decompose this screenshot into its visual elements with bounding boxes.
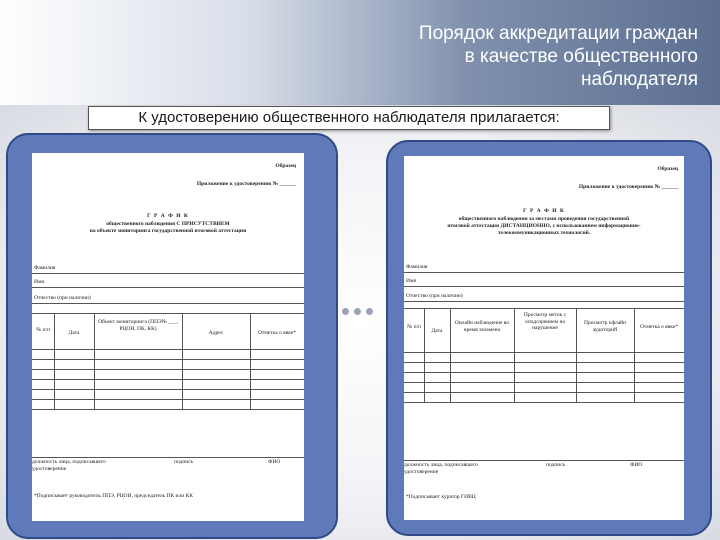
right-table-top — [404, 308, 684, 309]
left-table-row-line — [32, 379, 304, 380]
left-table-row-line — [32, 399, 304, 400]
right-form-sheet — [404, 156, 684, 520]
right-name-label: Имя — [406, 278, 416, 284]
left-col-address: Адрес — [208, 330, 224, 336]
left-col-date: Дата — [68, 330, 80, 336]
slide-title — [318, 22, 698, 91]
right-surname-line — [404, 272, 684, 273]
right-footnote: *Подписывает куратор ГИВЦ — [406, 494, 476, 500]
right-heading: Г Р А Ф И К — [523, 208, 565, 214]
right-col-offline: Просмотр офлайн аудиторий — [583, 320, 627, 333]
right-form-panel — [386, 140, 712, 536]
left-surname-line — [32, 273, 304, 274]
left-name-label: Имя — [34, 279, 44, 285]
connector-dots — [340, 306, 386, 318]
left-table-top — [32, 313, 304, 314]
connector-dot — [354, 308, 361, 315]
right-desc-2: итоговой аттестации ДИСТАНЦИОННО, с использованием информационно- — [447, 223, 641, 229]
left-col-object: Объект мониторинга (ППЭ№ ___, РЦОИ, ПК, КК) — [98, 319, 178, 332]
right-name-line — [404, 286, 684, 287]
right-surname-label: Фамилия — [406, 264, 428, 270]
connector-dot — [342, 308, 349, 315]
left-desc-1: общественного наблюдения С ПРИСУТСТВИЕМ — [106, 221, 230, 227]
left-table-row-line — [32, 409, 304, 410]
left-form-panel — [6, 133, 338, 539]
left-table-col-line — [250, 313, 251, 409]
left-col-attendance: Отметка о явке* — [257, 330, 297, 336]
right-table-header-bottom — [404, 352, 684, 353]
left-patronymic-line — [32, 303, 304, 304]
right-sign-signature: подпись — [546, 462, 566, 468]
left-table-row-line — [32, 389, 304, 390]
left-table-row-line — [32, 359, 304, 360]
right-table-col-line — [514, 308, 515, 402]
right-col-online: Онлайн наблюдение во время экзамена — [454, 320, 510, 333]
title-line-1: Порядок аккредитации граждан — [418, 23, 698, 44]
left-table-col-line — [94, 313, 95, 409]
left-sign-name: ФИО — [268, 459, 281, 465]
left-patronymic-label: Отчество (при наличии) — [34, 295, 91, 301]
left-sign-position: должность лица, подписавшего удостоверение — [32, 459, 106, 472]
left-table-row-line — [32, 369, 304, 370]
right-table-row-line — [404, 382, 684, 383]
right-table-row-line — [404, 402, 684, 403]
right-table-col-line — [424, 308, 425, 402]
right-col-attendance: Отметка о явке* — [639, 324, 679, 330]
right-col-date: Дата — [431, 328, 443, 334]
left-table-col-line — [54, 313, 55, 409]
left-heading: Г Р А Ф И К — [147, 213, 189, 219]
connector-dot — [366, 308, 373, 315]
right-table-row-line — [404, 362, 684, 363]
right-desc-3: телекоммуникационных технологий. — [497, 230, 591, 236]
right-sign-name: ФИО — [630, 462, 643, 468]
right-table-col-line — [634, 308, 635, 402]
right-patronymic-line — [404, 301, 684, 302]
left-appendix-label: Приложение к удостоверению № ______ — [196, 181, 296, 187]
right-col-number: № п/п — [407, 324, 422, 330]
right-table-col-line — [576, 308, 577, 402]
left-name-line — [32, 287, 304, 288]
left-form-sheet — [32, 153, 304, 521]
right-sign-position: должность лица, подписавшего удостоверение — [404, 462, 478, 475]
left-table-col-line — [182, 313, 183, 409]
header-band — [0, 0, 720, 105]
subtitle-box: К удостоверению общественного наблюдателя прилагается: — [88, 106, 610, 130]
left-col-number: № п/п — [36, 327, 51, 333]
left-signature-line — [32, 457, 304, 458]
right-table-row-line — [404, 392, 684, 393]
right-signature-line — [404, 460, 684, 461]
left-desc-2: на объекте мониторинга государственной итоговой аттестации — [89, 228, 247, 234]
right-appendix-label: Приложение к удостоверению № ______ — [578, 184, 678, 190]
right-sample-label: Образец — [657, 166, 678, 172]
left-footnote: *Подписывает руководитель ППЭ, РЦОИ, председатель ПК или КК — [34, 493, 193, 499]
right-patronymic-label: Отчество (при наличии) — [406, 293, 463, 299]
left-sample-label: Образец — [275, 163, 296, 169]
right-desc-1: общественного наблюдения за местами проведения государственной — [458, 216, 630, 222]
left-surname-label: Фамилия — [34, 265, 56, 271]
title-line-3: наблюдателя — [580, 69, 698, 90]
right-table-row-line — [404, 372, 684, 373]
right-table-col-line — [450, 308, 451, 402]
left-sign-signature: подпись — [174, 459, 194, 465]
title-line-2: в качестве общественного — [464, 46, 698, 67]
right-col-marks: Просмотр меток с оподозрением на нарушение — [523, 312, 567, 331]
left-table-header-bottom — [32, 349, 304, 350]
